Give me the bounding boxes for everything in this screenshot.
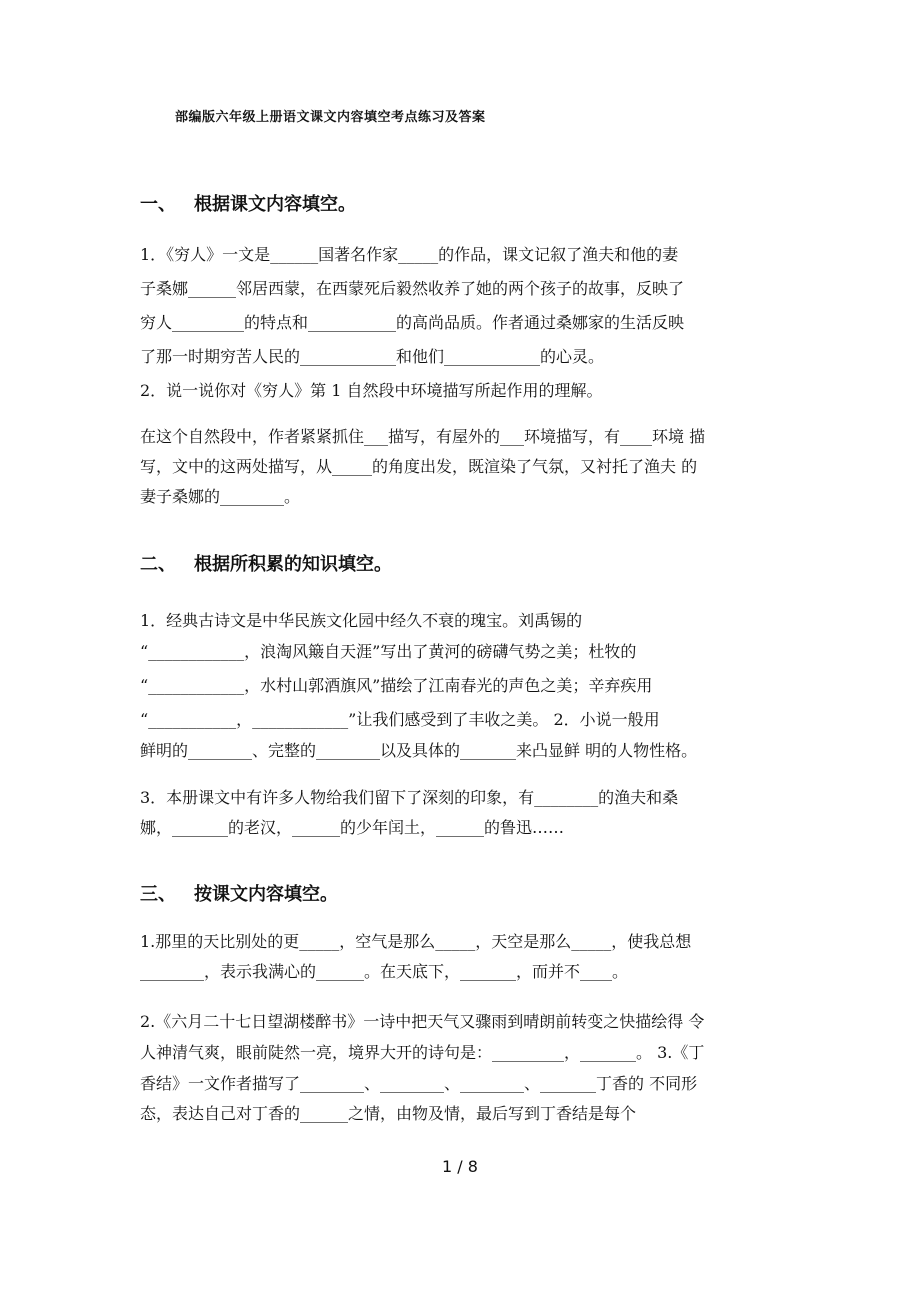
text-line: 香结》一文作者描写了________、________、________、_______丁香的 不同形 xyxy=(140,1074,698,1093)
section-number-3: 三、 xyxy=(140,884,176,905)
text-line: “____________，浪淘风簸自天涯”写出了黄河的磅礴气势之美；杜牧的 xyxy=(140,642,637,661)
text-line: “____________，水村山郭酒旗风”描绘了江南春光的声色之美；辛弃疾用 xyxy=(140,676,653,695)
text-line: 2．说一说你对《穷人》第 1 自然段中环境描写所起作用的理解。 xyxy=(140,381,603,400)
text-line: 妻子桑娜的________。 xyxy=(140,487,301,506)
section-heading-1 xyxy=(140,190,356,216)
section-title-1: 根据课文内容填空。 xyxy=(194,194,356,215)
text-line: “___________，____________”让我们感受到了丰收之美。 2．小说一般用 xyxy=(140,710,660,729)
page-number: 1 / 8 xyxy=(442,1157,478,1176)
text-line: 1.那里的天比别处的更_____，空气是那么_____，天空是那么_____，使我总想 xyxy=(140,932,692,951)
text-line: 1．《穷人》一文是______国著名作家_____的作品，课文记叙了渔夫和他的妻 xyxy=(140,245,679,264)
section-heading-3 xyxy=(140,880,338,906)
section-title-3: 按课文内容填空。 xyxy=(194,884,338,905)
section-title-2: 根据所积累的知识填空。 xyxy=(194,554,392,575)
text-line: ________，表示我满心的______。在天底下，_______，而并不____。 xyxy=(140,962,629,981)
text-line: 了那一时期穷苦人民的____________和他们____________的心灵。 xyxy=(140,347,605,366)
text-line: 2.《六月二十七日望湖楼醉书》一诗中把天气又骤雨到晴朗前转变之快描绘得 令 xyxy=(140,1012,705,1031)
text-line: 1．经典古诗文是中华民族文化园中经久不衰的瑰宝。刘禹锡的 xyxy=(140,611,583,630)
document-title: 部编版六年级上册语文课文内容填空考点练习及答案 xyxy=(175,110,486,125)
text-line: 人神清气爽，眼前陡然一亮，境界大开的诗句是：_________，_______。 3.《丁 xyxy=(140,1043,705,1062)
text-line: 子桑娜______邻居西蒙，在西蒙死后毅然收养了她的两个孩子的故事，反映了 xyxy=(140,279,685,298)
text-line: 娜，_______的老汉，______的少年闰土，______的鲁迅…… xyxy=(140,818,565,837)
text-line: 态，表达自己对丁香的______之情，由物及情，最后写到丁香结是每个 xyxy=(140,1104,637,1123)
section-heading-2 xyxy=(140,550,392,576)
section-number-1: 一、 xyxy=(140,194,176,215)
text-line: 鲜明的________、完整的________以及具体的_______来凸显鲜 明的人物性格。 xyxy=(140,741,698,760)
section-number-2: 二、 xyxy=(140,554,176,575)
text-line: 写，文中的这两处描写，从_____的角度出发，既渲染了气氛，又衬托了渔夫 的 xyxy=(140,457,698,476)
text-line: 3．本册课文中有许多人物给我们留下了深刻的印象，有________的渔夫和桑 xyxy=(140,788,679,807)
text-line: 穷人_________的特点和___________的高尚品质。作者通过桑娜家的生活反映 xyxy=(140,313,685,332)
text-line: 在这个自然段中，作者紧紧抓住___描写，有屋外的___环境描写，有____环境 描 xyxy=(140,427,706,446)
